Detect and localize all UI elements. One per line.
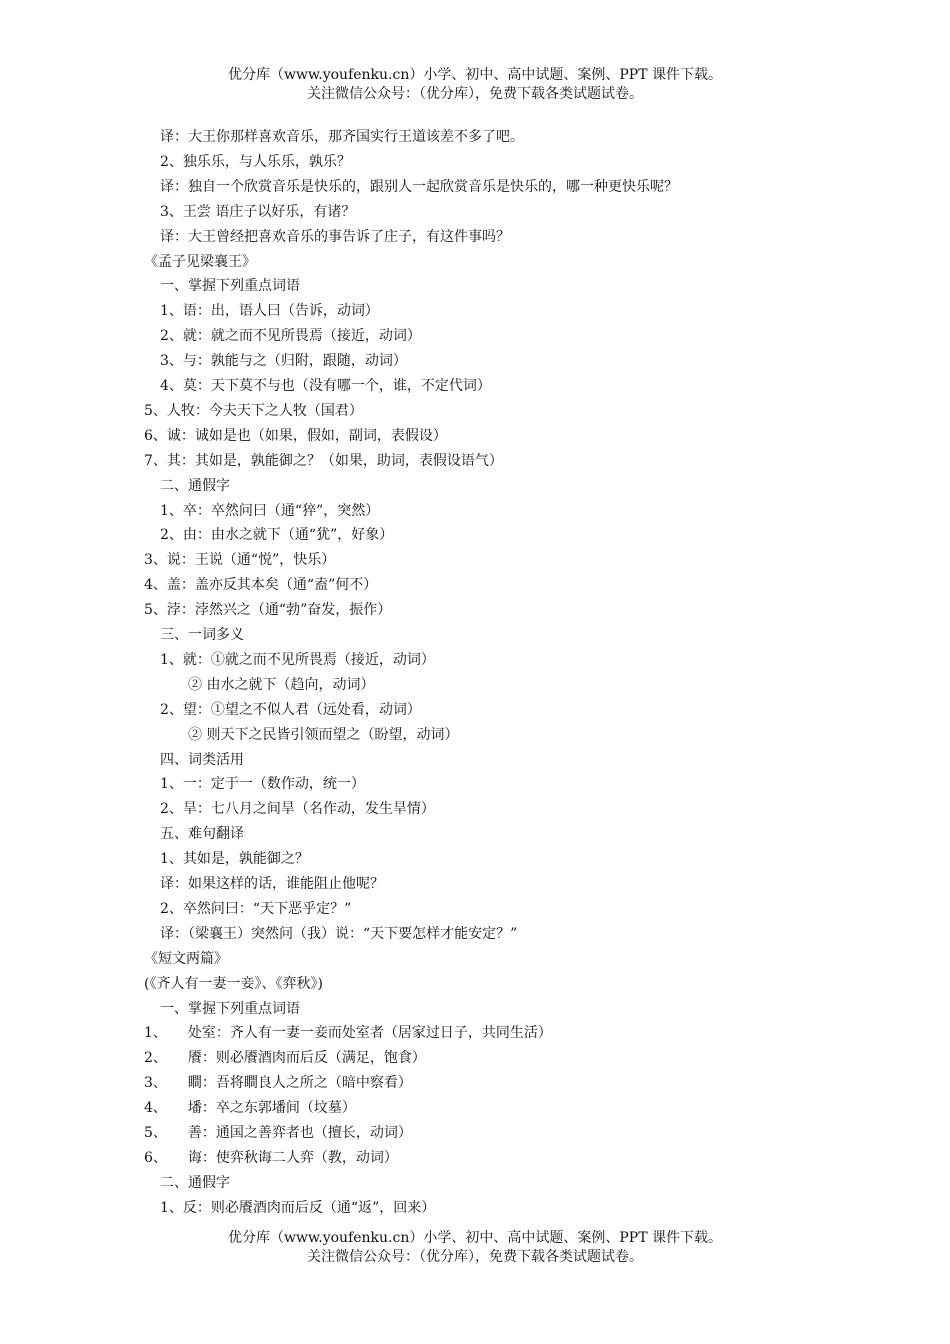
document-line: 6、 诲：使弈秋诲二人弈（教，动词） — [144, 1149, 398, 1166]
document-line: 《孟子见梁襄王》 — [144, 253, 256, 270]
document-line: 4、 墦：卒之东郭墦间（坟墓） — [144, 1100, 356, 1117]
document-line: 5、 善：通国之善弈者也（擅长，动词） — [144, 1125, 412, 1141]
document-line: 4、盖：盖亦反其本矣（通“盍”何不） — [144, 577, 378, 594]
header-line-2: 关注微信公众号：（优分库），免费下载各类试题试卷。 — [307, 86, 643, 102]
document-line: 2、 餍：则必餍酒肉而后反（满足，饱食） — [144, 1050, 426, 1067]
document-line: 1、反：则必餍酒肉而后反（通“返”，回来） — [160, 1199, 436, 1216]
document-line: 1、一：定于一（数作动，统一） — [160, 776, 365, 793]
document-line: 2、旱：七八月之间旱（名作动，发生旱情） — [160, 801, 435, 818]
document-line: 1、就：①就之而不见所畏焉（接近，动词） — [160, 651, 435, 668]
document-line: 1、卒：卒然问曰（通“猝”，突然） — [160, 502, 380, 519]
document-line: 3、与：孰能与之（归附，跟随，动词） — [160, 353, 407, 370]
document-line: 3、 瞷：吾将瞷良人之所之（暗中察看） — [144, 1075, 412, 1092]
document-line: 二、通假字 — [160, 477, 230, 494]
document-line: ② 则天下之民皆引领而望之（盼望，动词） — [188, 726, 459, 743]
document-line: 一、掌握下列重点词语 — [160, 278, 300, 295]
document-line: 2、卒然问曰：“天下恶乎定？” — [160, 900, 352, 917]
document-line: 2、就：就之而不见所畏焉（接近，动词） — [160, 328, 421, 345]
document-line: 1、语：出，语人曰（告诉，动词） — [160, 303, 379, 320]
document-line: 五、难句翻译 — [160, 826, 244, 843]
document-line: (《齐人有一妻一妾》、《弈秋》) — [144, 975, 323, 992]
document-line: 5、人牧：今夫天下之人牧（国君） — [144, 402, 363, 419]
document-line: 1、其如是，孰能御之？ — [160, 851, 309, 868]
document-line: 译：（梁襄王）突然问（我）说：“天下要怎样才能安定？” — [160, 925, 518, 942]
document-line: 4、莫：天下莫不与也（没有哪一个，谁，不定代词） — [160, 378, 491, 394]
document-line: 2、望：①望之不似人君（远处看，动词） — [160, 701, 421, 718]
document-line: 《短文两篇》 — [144, 950, 228, 967]
document-line: 三、一词多义 — [160, 627, 244, 643]
document-line: 四、词类活用 — [160, 751, 244, 768]
document-line: 译：独自一个欣赏音乐是快乐的，跟别人一起欣赏音乐是快乐的，哪一种更快乐呢？ — [160, 178, 678, 195]
page-header — [0, 66, 950, 104]
document-line: 二、通假字 — [160, 1174, 230, 1191]
header-line-1: 优分库（www.youfenku.cn）小学、初中、高中试题、案例、PPT 课件下载。 — [227, 67, 722, 83]
document-line: ② 由水之就下（趋向，动词） — [188, 676, 375, 693]
document-line: 3、王尝 语庄子以好乐，有诸？ — [160, 203, 356, 220]
document-line: 7、其：其如是，孰能御之？（如果，助词，表假设语气） — [144, 452, 503, 469]
document-line: 2、独乐乐，与人乐乐，孰乐？ — [160, 153, 351, 170]
document-line: 译：大王你那样喜欢音乐，那齐国实行王道该差不多了吧。 — [160, 129, 524, 145]
document-line: 译：大王曾经把喜欢音乐的事告诉了庄子，有这件事吗？ — [160, 228, 510, 245]
document-line: 译：如果这样的话，谁能阻止他呢？ — [160, 876, 384, 892]
document-line: 2、由：由水之就下（通“犹”，好象） — [160, 527, 394, 544]
footer-line-2: 关注微信公众号：（优分库），免费下载各类试题试卷。 — [307, 1249, 643, 1265]
document-line: 1、 处室：齐人有一妻一妾而处室者（居家过日子，共同生活） — [144, 1025, 552, 1042]
footer-line-1: 优分库（www.youfenku.cn）小学、初中、高中试题、案例、PPT 课件下载。 — [227, 1230, 722, 1246]
page-footer — [0, 1229, 950, 1267]
document-line: 一、掌握下列重点词语 — [160, 1000, 300, 1017]
document-line: 3、说：王说（通“悦”，快乐） — [144, 552, 336, 569]
document-line: 5、浡：浡然兴之（通“勃”奋发，振作） — [144, 602, 392, 619]
document-line: 6、诚：诚如是也（如果，假如，副词，表假设） — [144, 427, 447, 444]
